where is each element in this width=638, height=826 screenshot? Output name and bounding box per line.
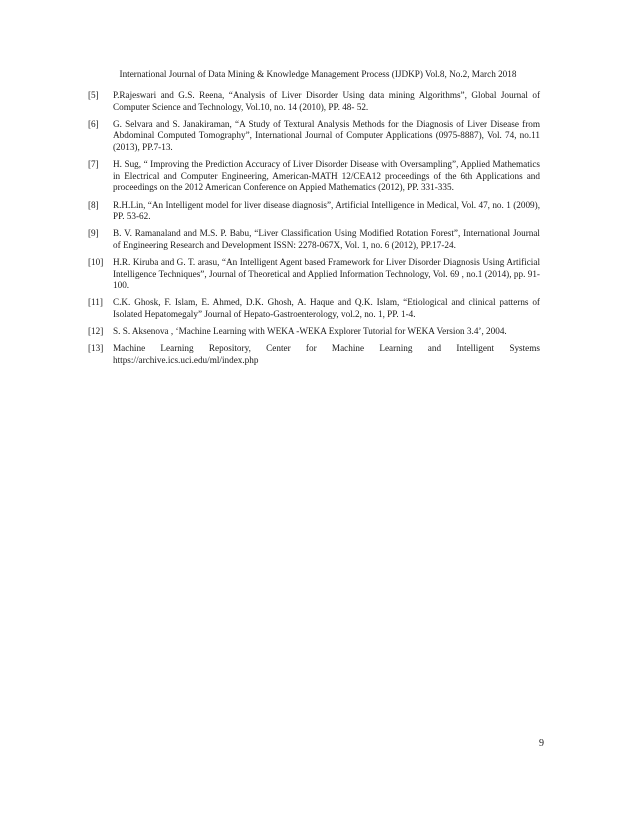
reference-text: P.Rajeswari and G.S. Reena, “Analysis of Liver Disorder Using data mining Algorithms”, Global Journal of Computer Science and Technology, Vol.10, no. 14 (2010), PP. 48- 52. [113,90,540,112]
reference-list [88,90,540,372]
reference-item [88,326,540,338]
reference-text: C.K. Ghosk, F. Islam, E. Ahmed, D.K. Ghosh, A. Haque and Q.K. Islam, “Etiological and clinical patterns of Isolated Hepatomegaly” Journal of Hepato-Gastroenterology, vol.2, no. 1, PP. 1-4. [113,297,540,320]
reference-number: [10] [88,257,104,268]
reference-item [88,159,540,194]
reference-text: H.R. Kiruba and G. T. arasu, “An Intelligent Agent based Framework for Liver Disorder Diagnosis Using Artificial Intelligence Techniques”, Journal of Theoretical and Applied Information Technology, Vol. 69 , no.1 (2014), pp. 91-100. [113,257,540,291]
reference-item [88,90,540,113]
reference-number: [13] [88,343,104,354]
page-number: 9 [539,738,544,749]
reference-number: [12] [88,326,104,337]
reference-number: [11] [88,297,103,308]
running-header: International Journal of Data Mining & Knowledge Management Process (IJDKP) Vol.8, No.2, March 2018 [119,69,517,79]
reference-item [88,119,540,154]
reference-text: S. S. Aksenova , ‘Machine Learning with WEKA -WEKA Explorer Tutorial for WEKA Version 3.4’, 2004. [113,326,507,337]
reference-text: G. Selvara and S. Janakiraman, “A Study of Textural Analysis Methods for the Diagnosis of Liver Disease from Abdominal Computed Tomography”, International Journal of Computer Applications (0975-8887), Vol. 74, no.11 (2013), PP.7-13. [113,118,540,152]
reference-item [88,200,540,223]
reference-text: B. V. Ramanaland and M.S. P. Babu, “Liver Classification Using Modified Rotation Forest”, International Journal of Engineering Research and Development ISSN: 2278-067X, Vol. 1, no. 6 (2012), PP.17-24. [113,228,540,250]
reference-item [88,297,540,320]
reference-item [88,343,540,366]
reference-item [88,257,540,292]
reference-number: [9] [88,228,99,239]
reference-number: [8] [88,199,99,210]
reference-text: Machine Learning Repository, Center for Machine Learning and Intelligent Systems https://archive.ics.uci.edu/ml/index.php [113,343,540,366]
reference-number: [5] [88,90,99,100]
reference-item [88,228,540,251]
reference-text: H. Sug, “ Improving the Prediction Accuracy of Liver Disorder Disease with Oversampling”, Applied Mathematics in Electrical and Computer Engineering, American-MATH 12/CEA12 proceedings of the 6th Applications and proceedings on the 2012 American Conference on Appied Mathematics (2012), PP. 331-335. [113,159,540,193]
reference-number: [6] [88,118,99,129]
reference-text: R.H.Lin, “An Intelligent model for liver disease diagnosis”, Artificial Intelligence in Medical, Vol. 47, no. 1 (2009), PP. 53-62. [113,199,540,222]
reference-number: [7] [88,159,99,170]
